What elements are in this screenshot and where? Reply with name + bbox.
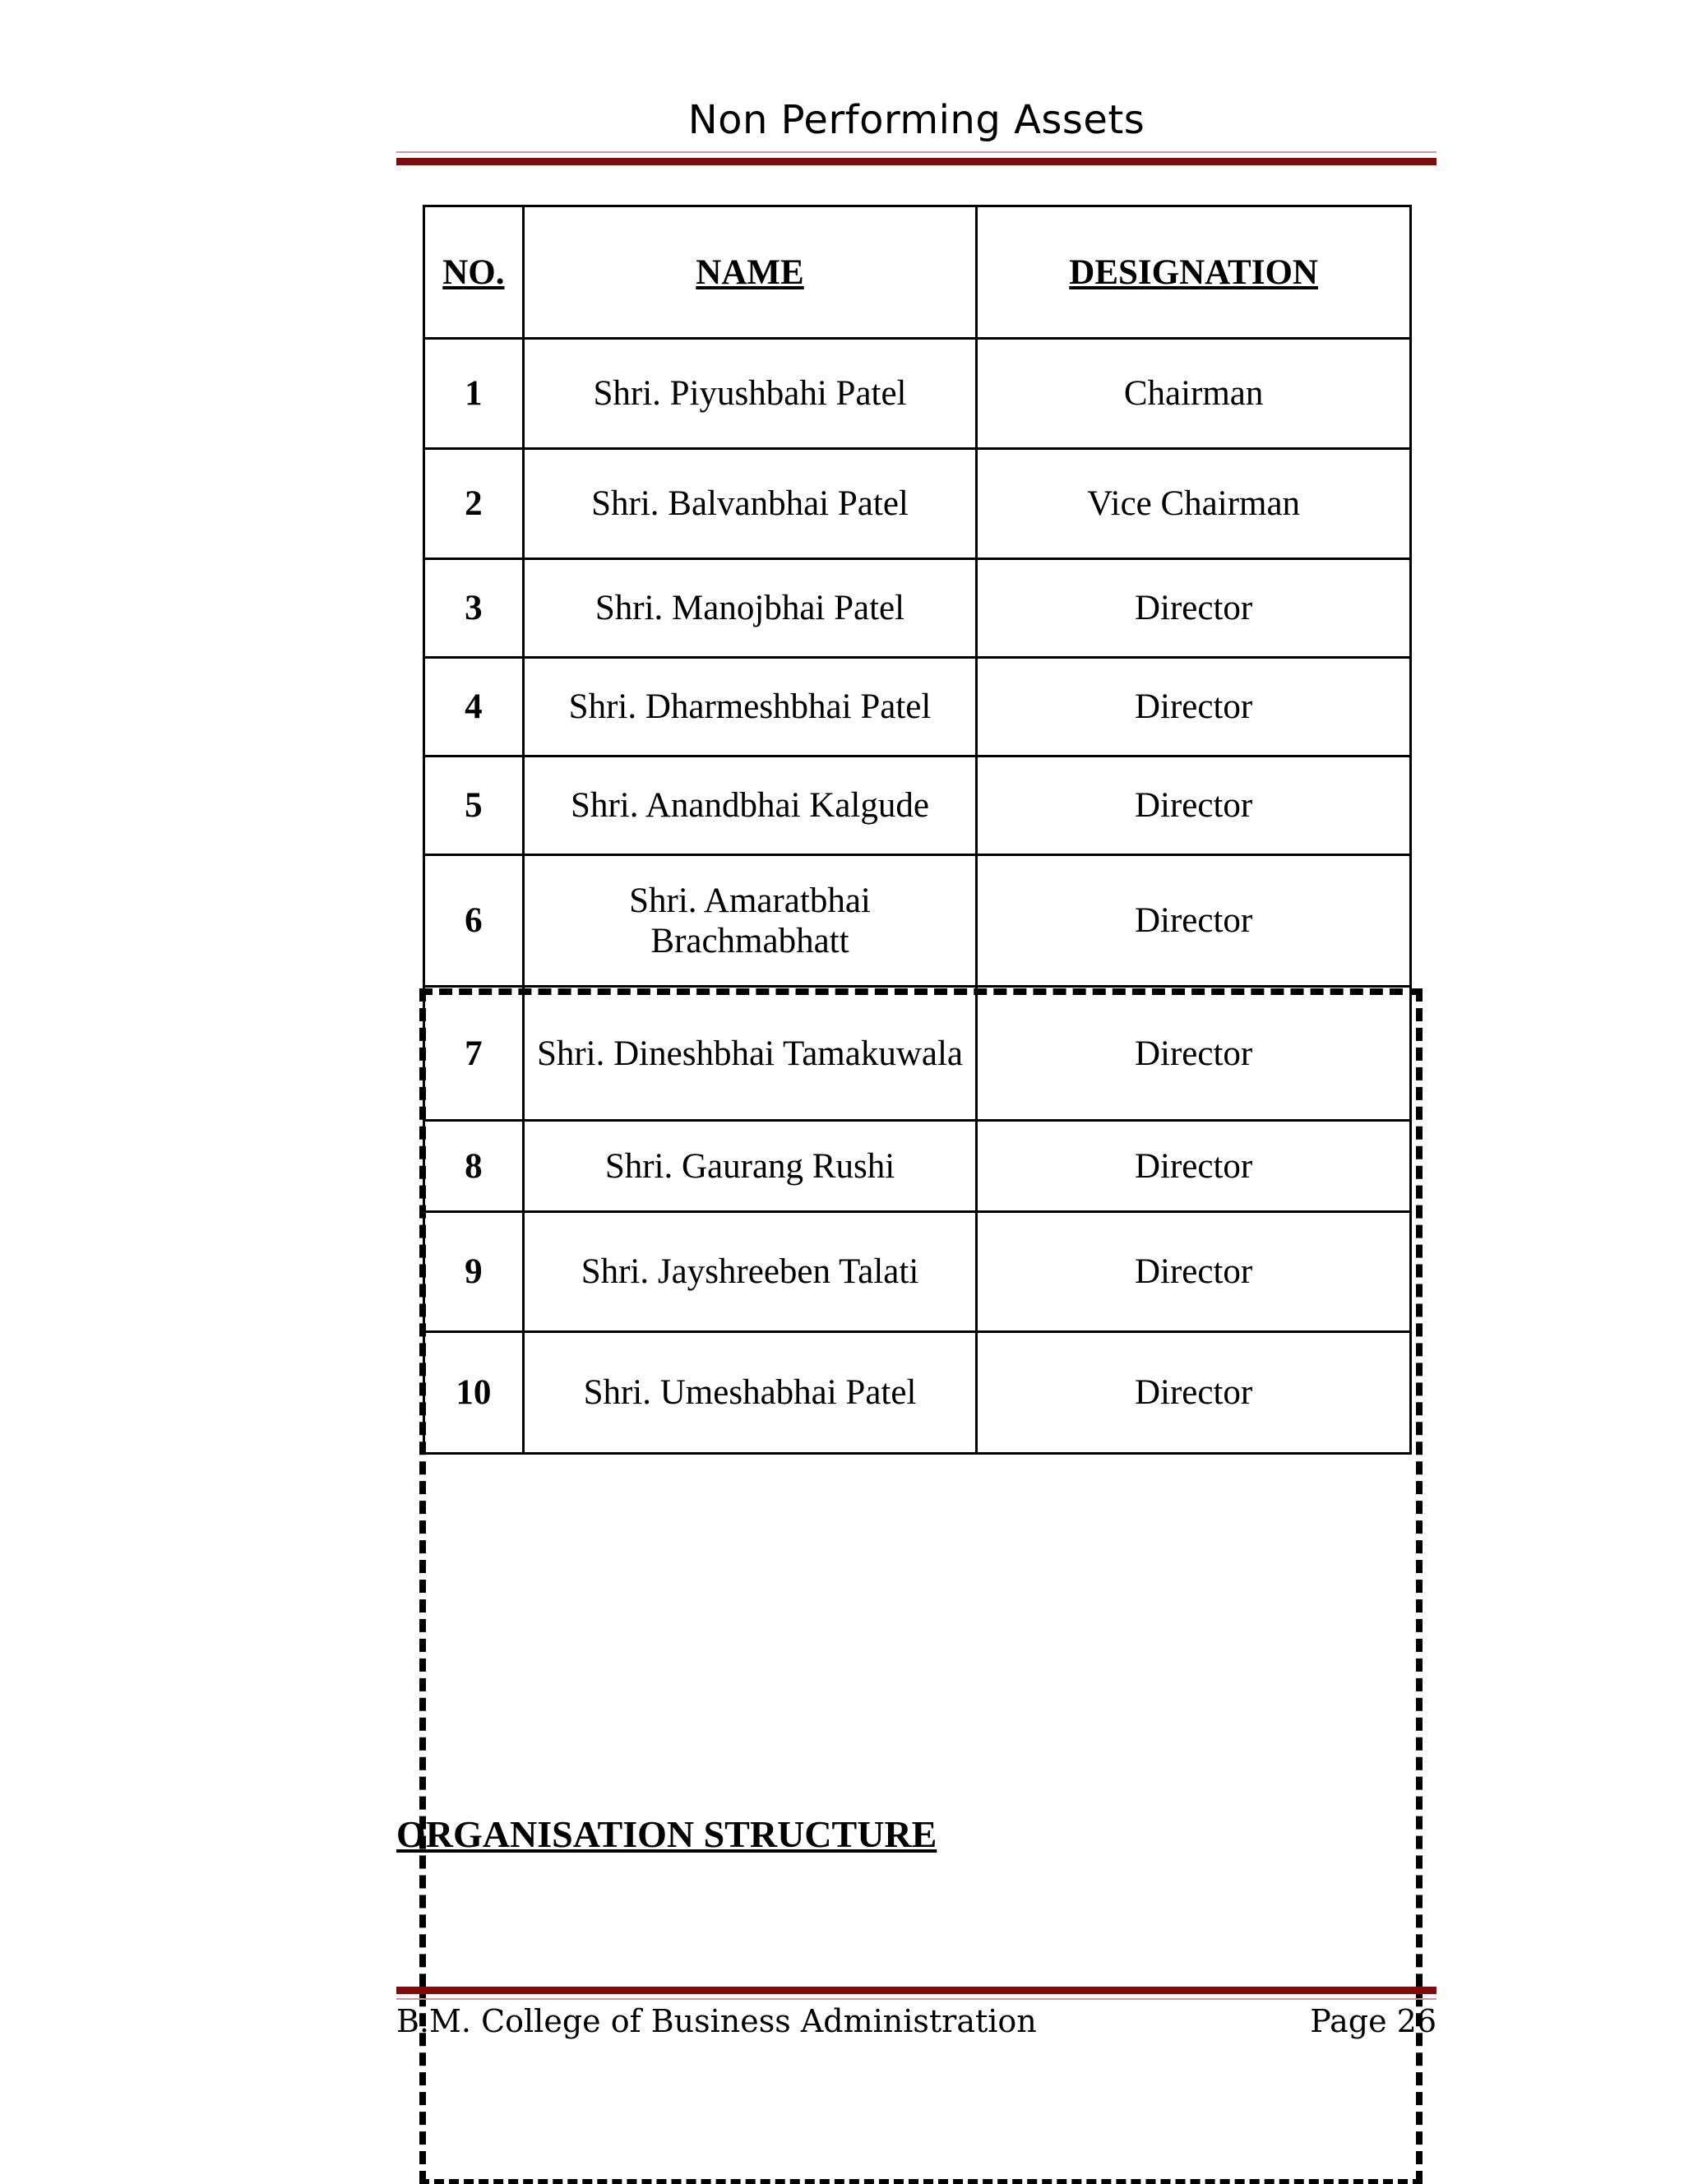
cell-designation: Director [977, 658, 1411, 757]
table-row [424, 987, 1411, 1121]
page-header-title: Non Performing Assets [687, 97, 1145, 143]
cell-designation: Chairman [977, 339, 1411, 449]
table-row [424, 855, 1411, 987]
cell-designation: Director [977, 987, 1411, 1121]
board-of-directors-table [423, 205, 1412, 1455]
footer-rule-thin [396, 1998, 1436, 2000]
cell-no: 1 [424, 339, 524, 449]
cell-designation: Vice Chairman [977, 449, 1411, 559]
column-header-designation: DESIGNATION [977, 206, 1411, 339]
cell-designation: Director [977, 1332, 1411, 1454]
footer-institution: B.M. College of Business Administration [396, 2003, 1037, 2039]
header-rule-thin [396, 151, 1436, 153]
cell-name: Shri. Piyushbahi Patel [523, 339, 976, 449]
section-heading: ORGANISATION STRUCTURE [396, 1813, 937, 1855]
cell-designation: Director [977, 855, 1411, 987]
page-number: Page 26 [1310, 2003, 1436, 2039]
table-row [424, 1332, 1411, 1454]
cell-no: 4 [424, 658, 524, 757]
cell-no: 2 [424, 449, 524, 559]
header-rule-thick [396, 158, 1436, 165]
cell-name: Shri. Amaratbhai Brachmabhatt [523, 855, 976, 987]
table-row [424, 757, 1411, 855]
cell-no: 7 [424, 987, 524, 1121]
cell-designation: Director [977, 1121, 1411, 1212]
cell-designation: Director [977, 559, 1411, 658]
table-row [424, 339, 1411, 449]
cell-no: 3 [424, 559, 524, 658]
column-header-no: NO. [424, 206, 524, 339]
column-header-name: NAME [523, 206, 976, 339]
cell-name: Shri. Dineshbhai Tamakuwala [523, 987, 976, 1121]
cell-no: 9 [424, 1212, 524, 1332]
cell-name: Shri. Jayshreeben Talati [523, 1212, 976, 1332]
cell-no: 10 [424, 1332, 524, 1454]
cell-name: Shri. Anandbhai Kalgude [523, 757, 976, 855]
cell-no: 6 [424, 855, 524, 987]
table-row [424, 658, 1411, 757]
cell-name: Shri. Manojbhai Patel [523, 559, 976, 658]
table-row [424, 1121, 1411, 1212]
cell-no: 8 [424, 1121, 524, 1212]
table-row [424, 449, 1411, 559]
footer-rule-thick [396, 1987, 1436, 1994]
cell-name: Shri. Dharmeshbhai Patel [523, 658, 976, 757]
table-row [424, 1212, 1411, 1332]
cell-name: Shri. Gaurang Rushi [523, 1121, 976, 1212]
table-header-row [424, 206, 1411, 339]
cell-name: Shri. Balvanbhai Patel [523, 449, 976, 559]
table-row [424, 559, 1411, 658]
cell-no: 5 [424, 757, 524, 855]
cell-designation: Director [977, 757, 1411, 855]
cell-name: Shri. Umeshabhai Patel [523, 1332, 976, 1454]
cell-designation: Director [977, 1212, 1411, 1332]
